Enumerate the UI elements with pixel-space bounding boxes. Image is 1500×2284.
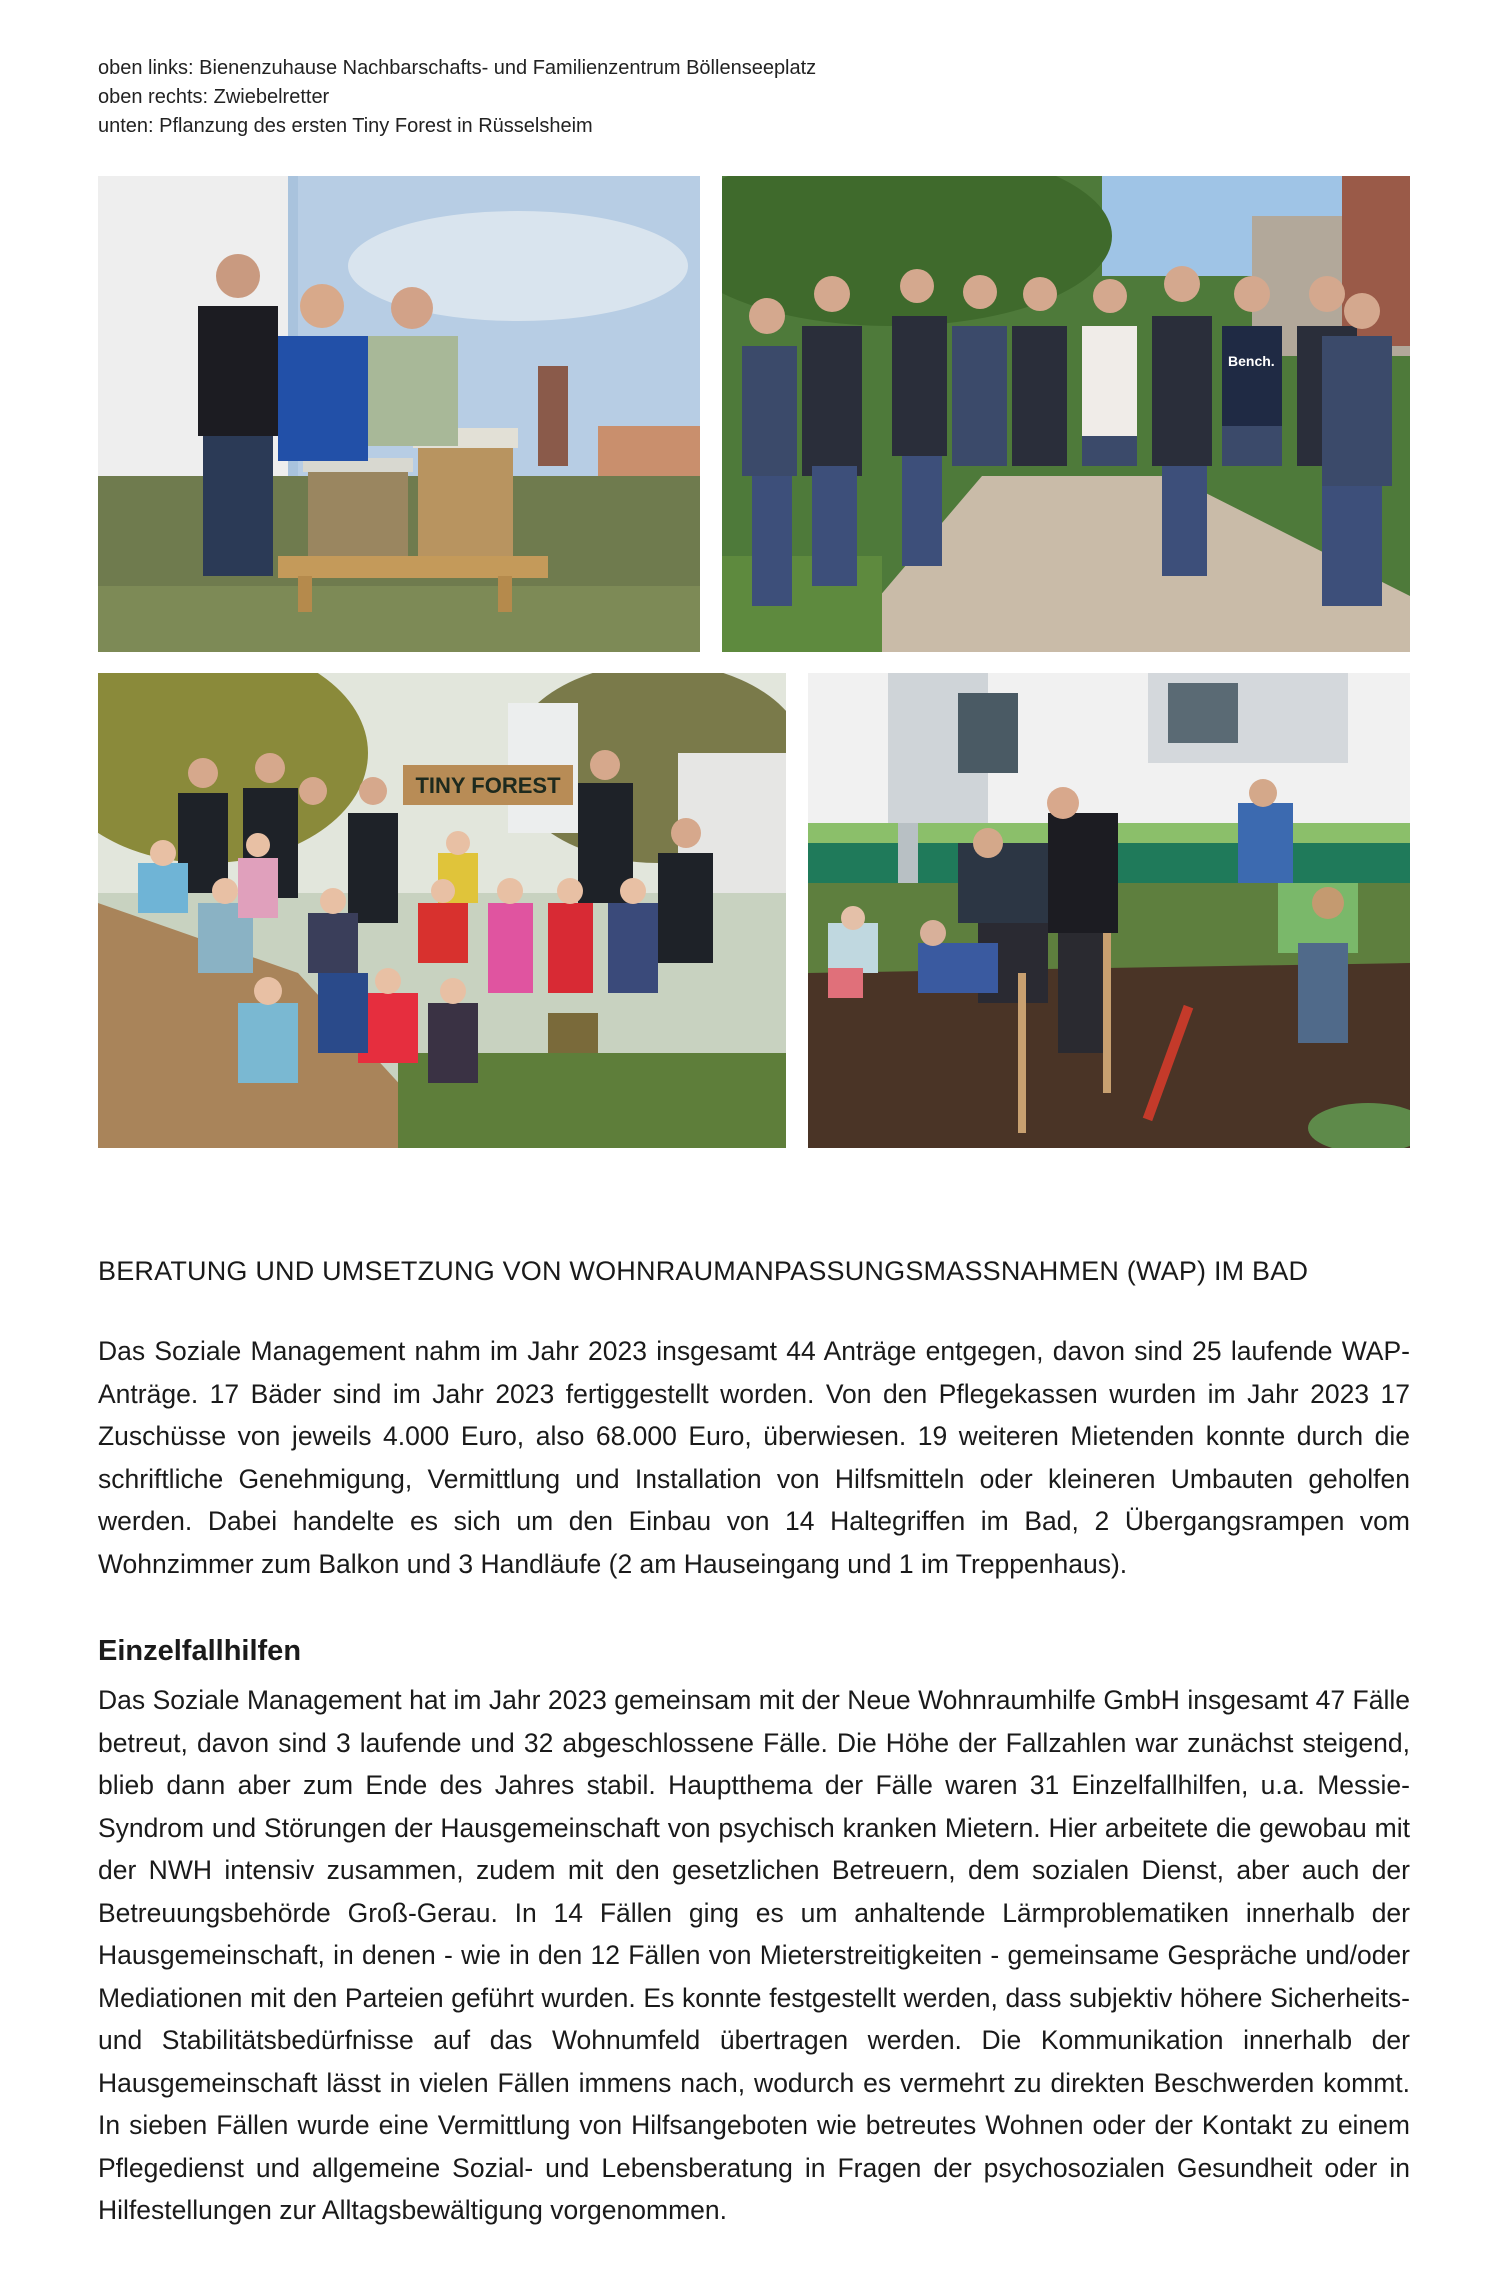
paragraph-wap: Das Soziale Management nahm im Jahr 2023 insgesamt 44 Anträge entgegen, davon sind 25 laufende WAP-Anträge. 17 Bäder sind im Jahr 2023 fertiggestellt worden. Von den Pflegekassen wurden im Jahr 2023 17 Zuschüsse von jeweils 4.000 Euro, also 68.000 Euro, überwiesen. 19 weiteren Mietenden konnte durch die schriftliche Genehmigung, Vermittlung und Installation von Hilfsmitteln oder kleineren Umbauten geholfen werden. Dabei handelte es sich um den Einbau von 14 Haltegriffen im Bad, 2 Übergangsrampen vom Wohnzimmer zum Balkon und 3 Handläufe (2 am Hauseingang und 1 im Treppenhaus).: [98, 1336, 1410, 1579]
caption-top-left: oben links: Bienenzuhause Nachbarschafts- und Familienzentrum Böllenseeplatz: [98, 57, 817, 79]
caption-bottom: unten: Pflanzung des ersten Tiny Forest in Rüsselsheim: [98, 115, 593, 137]
heading-einzelfallhilfen: Einzelfallhilfen: [98, 1635, 302, 1667]
photo-zwiebelretter: [722, 176, 1410, 652]
section-heading-wap: BERATUNG UND UMSETZUNG VON WOHNRAUMANPASSUNGSMASSNAHMEN (WAP) IM BAD: [98, 1256, 1309, 1286]
photo-captions: [98, 54, 998, 141]
paragraph-einzelfallhilfen: Das Soziale Management hat im Jahr 2023 gemeinsam mit der Neue Wohnraumhilfe GmbH insgesamt 47 Fälle betreut, davon sind 3 laufende und 32 abgeschlossene Fälle. Die Höhe der Fallzahlen war zunächst steigend, blieb dann aber zum Ende des Jahres stabil. Hauptthema der Fälle waren 31 Einzelfallhilfen, u.a. Messie-Syndrom und Störungen der Hausgemeinschaft von psychisch kranken Mietern. Hier arbeitete die gewobau mit der NWH intensiv zusammen, zudem mit den gesetzlichen Betreuern, dem sozialen Dienst, aber auch der Betreuungsbehörde Groß-Gerau. In 14 Fällen ging es um anhaltende Lärmproblematiken innerhalb der Hausgemeinschaft, in denen - wie in den 12 Fällen von Mieterstreitigkeiten - gemeinsame Gespräche und/oder Mediationen mit den Parteien geführt wurden. Es konnte festgestellt werden, dass subjektiv höhere Sicherheits- und Stabilitätsbedürfnisse auf das Wohnumfeld übertragen werden. Die Kommunikation innerhalb der Hausgemeinschaft lässt in vielen Fällen immens nach, wodurch es vermehrt zu direkten Beschwerden kommt. In sieben Fällen wurde eine Vermittlung von Hilfsangeboten wie betreutes Wohnen oder der Kontakt zu einem Pflegedienst und allgemeine Sozial- und Lebensberatung in Fragen der psychosozialen Gesundheit oder in Hilfestellungen zur Alltagsbewältigung vorgenommen.: [98, 1685, 1410, 2225]
photo-beehives: [98, 176, 700, 652]
photo-planting: [808, 673, 1410, 1148]
photo-tiny-forest: [98, 673, 786, 1148]
caption-top-right: oben rechts: Zwiebelretter: [98, 86, 330, 108]
shirt-logo-text: Bench.: [1228, 353, 1275, 369]
forest-sign-text: TINY FOREST: [415, 773, 561, 798]
